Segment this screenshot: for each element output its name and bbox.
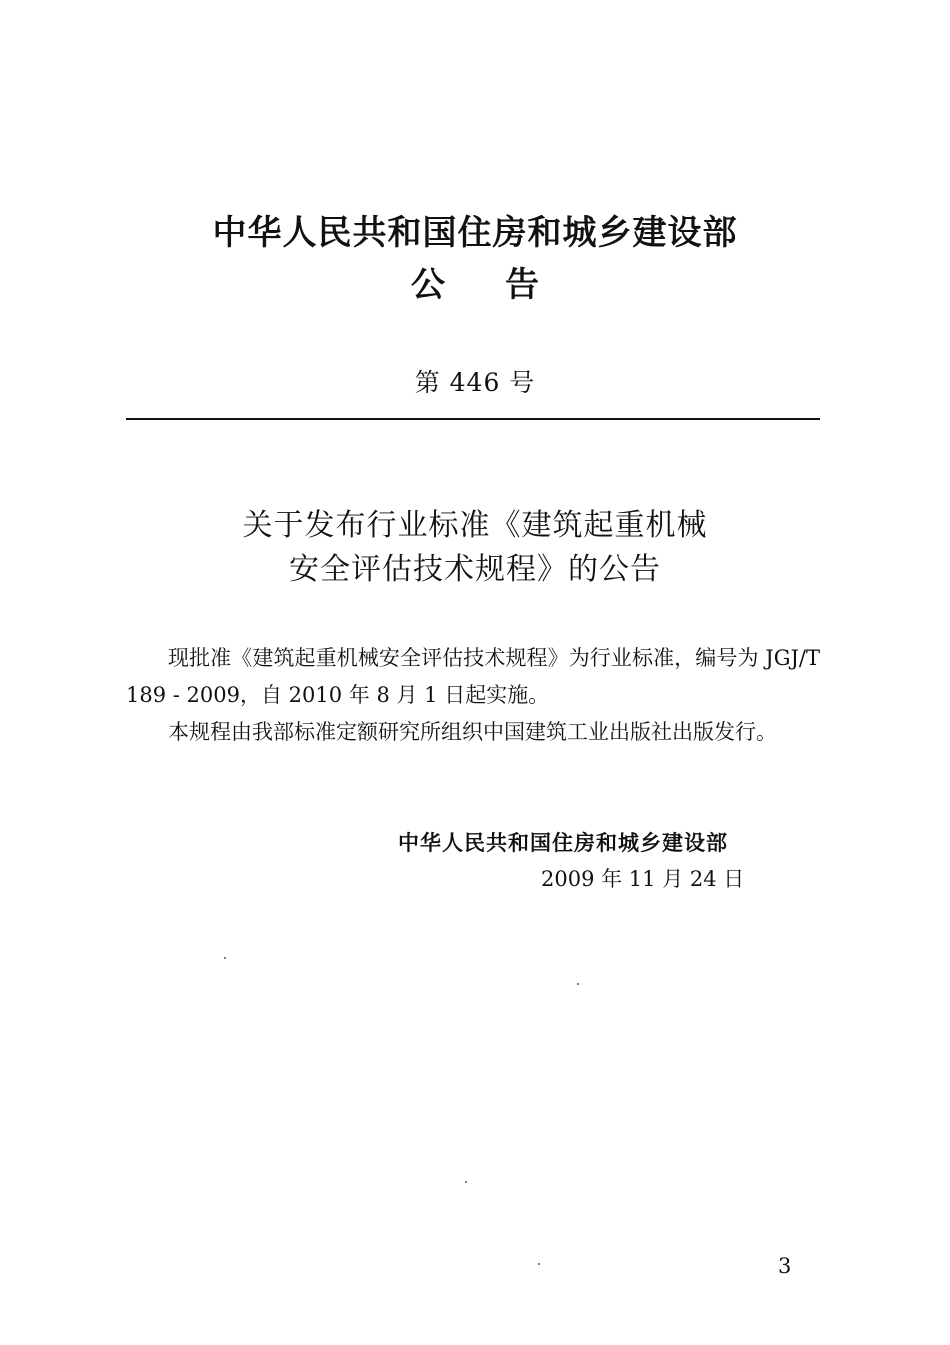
header-divider [126, 418, 820, 420]
notice-body [126, 640, 820, 751]
body-paragraph-approval: 现批准《建筑起重机械安全评估技术规程》为行业标准，编号为 JGJ/T 189 - 2009，自 2010 年 8 月 1 日起实施。 [126, 646, 820, 707]
notice-title-line-1: 关于发布行业标准《建筑起重机械 [242, 508, 708, 543]
signature-organization: 中华人民共和国住房和城乡建设部 [398, 831, 728, 855]
document-number: 第 446 号 [414, 368, 536, 397]
scan-speck [224, 957, 226, 959]
document-type: 公告 [411, 265, 599, 305]
page-number: 3 [778, 1254, 792, 1278]
issuing-authority: 中华人民共和国住房和城乡建设部 [212, 213, 738, 253]
notice-title [0, 504, 950, 592]
signature-date: 2009 年 11 月 24 日 [541, 867, 745, 891]
scan-speck [577, 983, 579, 985]
body-paragraph-publication: 本规程由我部标准定额研究所组织中国建筑工业出版社出版发行。 [168, 720, 777, 744]
scan-speck [465, 1181, 467, 1183]
notice-title-line-2: 安全评估技术规程》的公告 [289, 552, 661, 587]
scan-speck [538, 1263, 540, 1265]
